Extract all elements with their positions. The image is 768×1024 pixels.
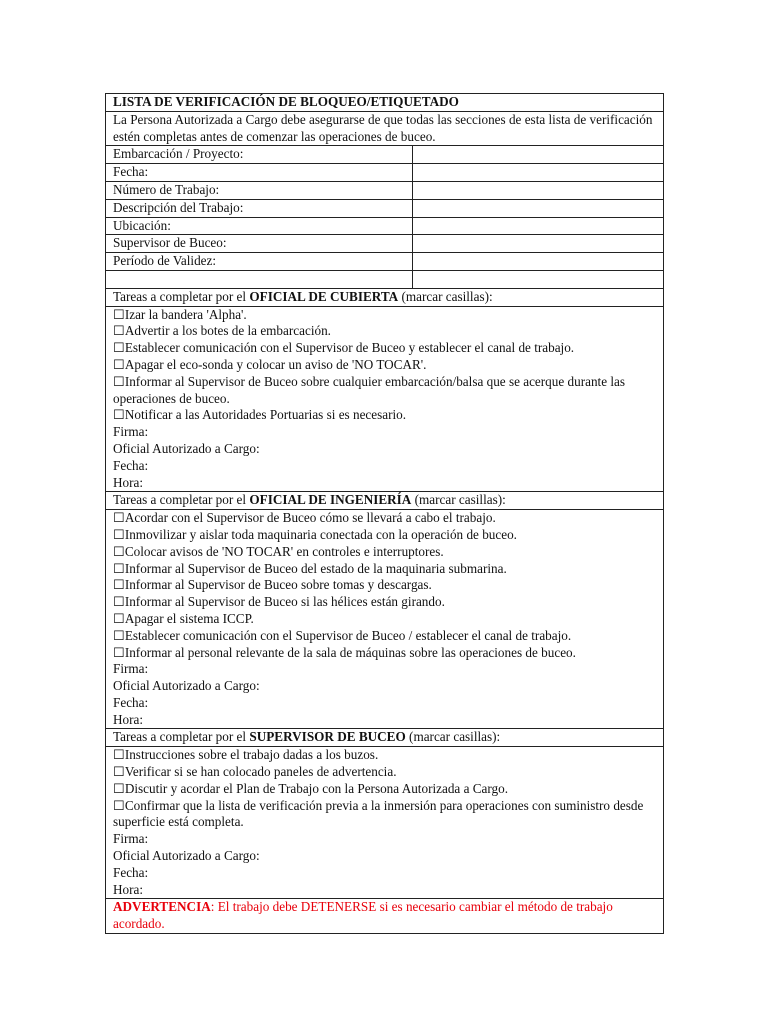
- field-row-date: [106, 164, 664, 182]
- warning-notice: [106, 899, 664, 934]
- section-body-dive-supervisor: [106, 747, 664, 899]
- time-label: Hora:: [113, 711, 144, 727]
- checklist-item[interactable]: ☐Instrucciones sobre el trabajo dadas a los buzos.: [113, 747, 379, 763]
- section-header-role: SUPERVISOR DE BUCEO: [249, 729, 406, 745]
- section-body-deck-officer: [106, 306, 664, 492]
- field-label-vessel: Embarcación / Proyecto:: [106, 146, 413, 164]
- checklist-item[interactable]: ☐Verificar si se han colocado paneles de advertencia.: [113, 764, 397, 780]
- intro-row: [106, 111, 664, 146]
- form-title: LISTA DE VERIFICACIÓN DE BLOQUEO/ETIQUETADO: [106, 94, 664, 112]
- checklist-item[interactable]: ☐Informar al Supervisor de Buceo del estado de la maquinaria submarina.: [113, 560, 507, 576]
- field-value-job-description[interactable]: [413, 199, 664, 217]
- checklist-item[interactable]: ☐Apagar el sistema ICCP.: [113, 610, 254, 626]
- signature-label: Firma:: [113, 661, 149, 677]
- field-row-dive-supervisor: [106, 235, 664, 253]
- field-value-vessel[interactable]: [413, 146, 664, 164]
- checklist-item[interactable]: ☐Establecer comunicación con el Supervisor de Buceo y establecer el canal de trabajo.: [113, 340, 575, 356]
- section-header-prefix: Tareas a completar por el: [113, 288, 250, 304]
- field-row-validity-period: [106, 253, 664, 271]
- section-body-row-engineering-officer: [106, 510, 664, 729]
- date-label: Fecha:: [113, 864, 149, 880]
- section-header-prefix: Tareas a completar por el: [113, 729, 250, 745]
- checklist-item[interactable]: ☐Informar al Supervisor de Buceo sobre tomas y descargas.: [113, 577, 432, 593]
- section-header-role: OFICIAL DE INGENIERÍA: [249, 492, 412, 508]
- field-row-blank: [106, 270, 664, 288]
- checklist-item[interactable]: ☐Notificar a las Autoridades Portuarias si es necesario.: [113, 407, 407, 423]
- checklist-item[interactable]: ☐Apagar el eco-sonda y colocar un aviso de 'NO TOCAR'.: [113, 356, 427, 372]
- blank-value-cell[interactable]: [413, 270, 664, 288]
- section-header-role: OFICIAL DE CUBIERTA: [249, 288, 399, 304]
- field-label-validity-period: Período de Validez:: [106, 253, 413, 271]
- date-label: Fecha:: [113, 694, 149, 710]
- checklist-item[interactable]: ☐Informar al Supervisor de Buceo si las hélices están girando.: [113, 594, 445, 610]
- date-label: Fecha:: [113, 457, 149, 473]
- section-header-engineering-officer: [106, 492, 664, 510]
- section-header-suffix: (marcar casillas):: [398, 288, 493, 304]
- authorized-officer-label: Oficial Autorizado a Cargo:: [113, 440, 260, 456]
- checklist-item[interactable]: ☐Acordar con el Supervisor de Buceo cómo se llevará a cabo el trabajo.: [113, 510, 496, 526]
- section-header-suffix: (marcar casillas):: [411, 492, 506, 508]
- field-label-job-description: Descripción del Trabajo:: [106, 199, 413, 217]
- field-value-dive-supervisor[interactable]: [413, 235, 664, 253]
- field-row-job-number: [106, 181, 664, 199]
- time-label: Hora:: [113, 881, 144, 897]
- lockout-checklist-form: [105, 93, 663, 934]
- section-body-engineering-officer: [106, 510, 664, 729]
- checklist-item[interactable]: ☐Informar al Supervisor de Buceo sobre cualquier embarcación/balsa que se acerque durante las operaciones de buceo.: [113, 373, 626, 406]
- checklist-item[interactable]: ☐Informar al personal relevante de la sala de máquinas sobre las operaciones de buceo.: [113, 644, 576, 660]
- section-header-dive-supervisor: [106, 729, 664, 747]
- checklist-item[interactable]: ☐Izar la bandera 'Alpha'.: [113, 306, 247, 322]
- checklist-item[interactable]: ☐Establecer comunicación con el Supervisor de Buceo / establecer el canal de trabajo.: [113, 627, 572, 643]
- field-value-job-number[interactable]: [413, 181, 664, 199]
- warning-row: [106, 899, 664, 934]
- time-label: Hora:: [113, 474, 144, 490]
- field-row-job-description: [106, 199, 664, 217]
- section-header-row-engineering-officer: [106, 492, 664, 510]
- section-body-row-dive-supervisor: [106, 747, 664, 899]
- signature-label: Firma:: [113, 831, 149, 847]
- field-value-validity-period[interactable]: [413, 253, 664, 271]
- authorized-officer-label: Oficial Autorizado a Cargo:: [113, 848, 260, 864]
- intro-text: La Persona Autorizada a Cargo debe asegurarse de que todas las secciones de esta lista de verificación estén completas antes de comenzar las operaciones de buceo.: [106, 111, 664, 146]
- checklist-item[interactable]: ☐Advertir a los botes de la embarcación.: [113, 323, 331, 339]
- checklist-item[interactable]: ☐Confirmar que la lista de verificación previa a la inmersión para operaciones con suministro desde superficie está completa.: [113, 797, 644, 830]
- authorized-officer-label: Oficial Autorizado a Cargo:: [113, 678, 260, 694]
- field-label-job-number: Número de Trabajo:: [106, 181, 413, 199]
- checklist-item[interactable]: ☐Colocar avisos de 'NO TOCAR' en controles e interruptores.: [113, 543, 444, 559]
- field-label-dive-supervisor: Supervisor de Buceo:: [106, 235, 413, 253]
- warning-text: : El trabajo debe DETENERSE si es necesario cambiar el método de trabajo acordado.: [113, 899, 613, 932]
- section-header-row-deck-officer: [106, 288, 664, 306]
- section-header-deck-officer: [106, 288, 664, 306]
- checklist-item[interactable]: ☐Discutir y acordar el Plan de Trabajo con la Persona Autorizada a Cargo.: [113, 780, 509, 796]
- checklist-item[interactable]: ☐Inmovilizar y aislar toda maquinaria conectada con la operación de buceo.: [113, 526, 517, 542]
- field-row-location: [106, 217, 664, 235]
- field-value-date[interactable]: [413, 164, 664, 182]
- field-value-location[interactable]: [413, 217, 664, 235]
- section-header-suffix: (marcar casillas):: [405, 729, 501, 745]
- title-row: [106, 94, 664, 112]
- section-header-row-dive-supervisor: [106, 729, 664, 747]
- field-label-location: Ubicación:: [106, 217, 413, 235]
- section-body-row-deck-officer: [106, 306, 664, 492]
- checklist-table: [105, 93, 664, 934]
- section-header-prefix: Tareas a completar por el: [113, 492, 250, 508]
- field-label-date: Fecha:: [106, 164, 413, 182]
- blank-cell: [106, 270, 413, 288]
- signature-label: Firma:: [113, 424, 149, 440]
- field-row-vessel: [106, 146, 664, 164]
- warning-label: ADVERTENCIA: [113, 899, 211, 915]
